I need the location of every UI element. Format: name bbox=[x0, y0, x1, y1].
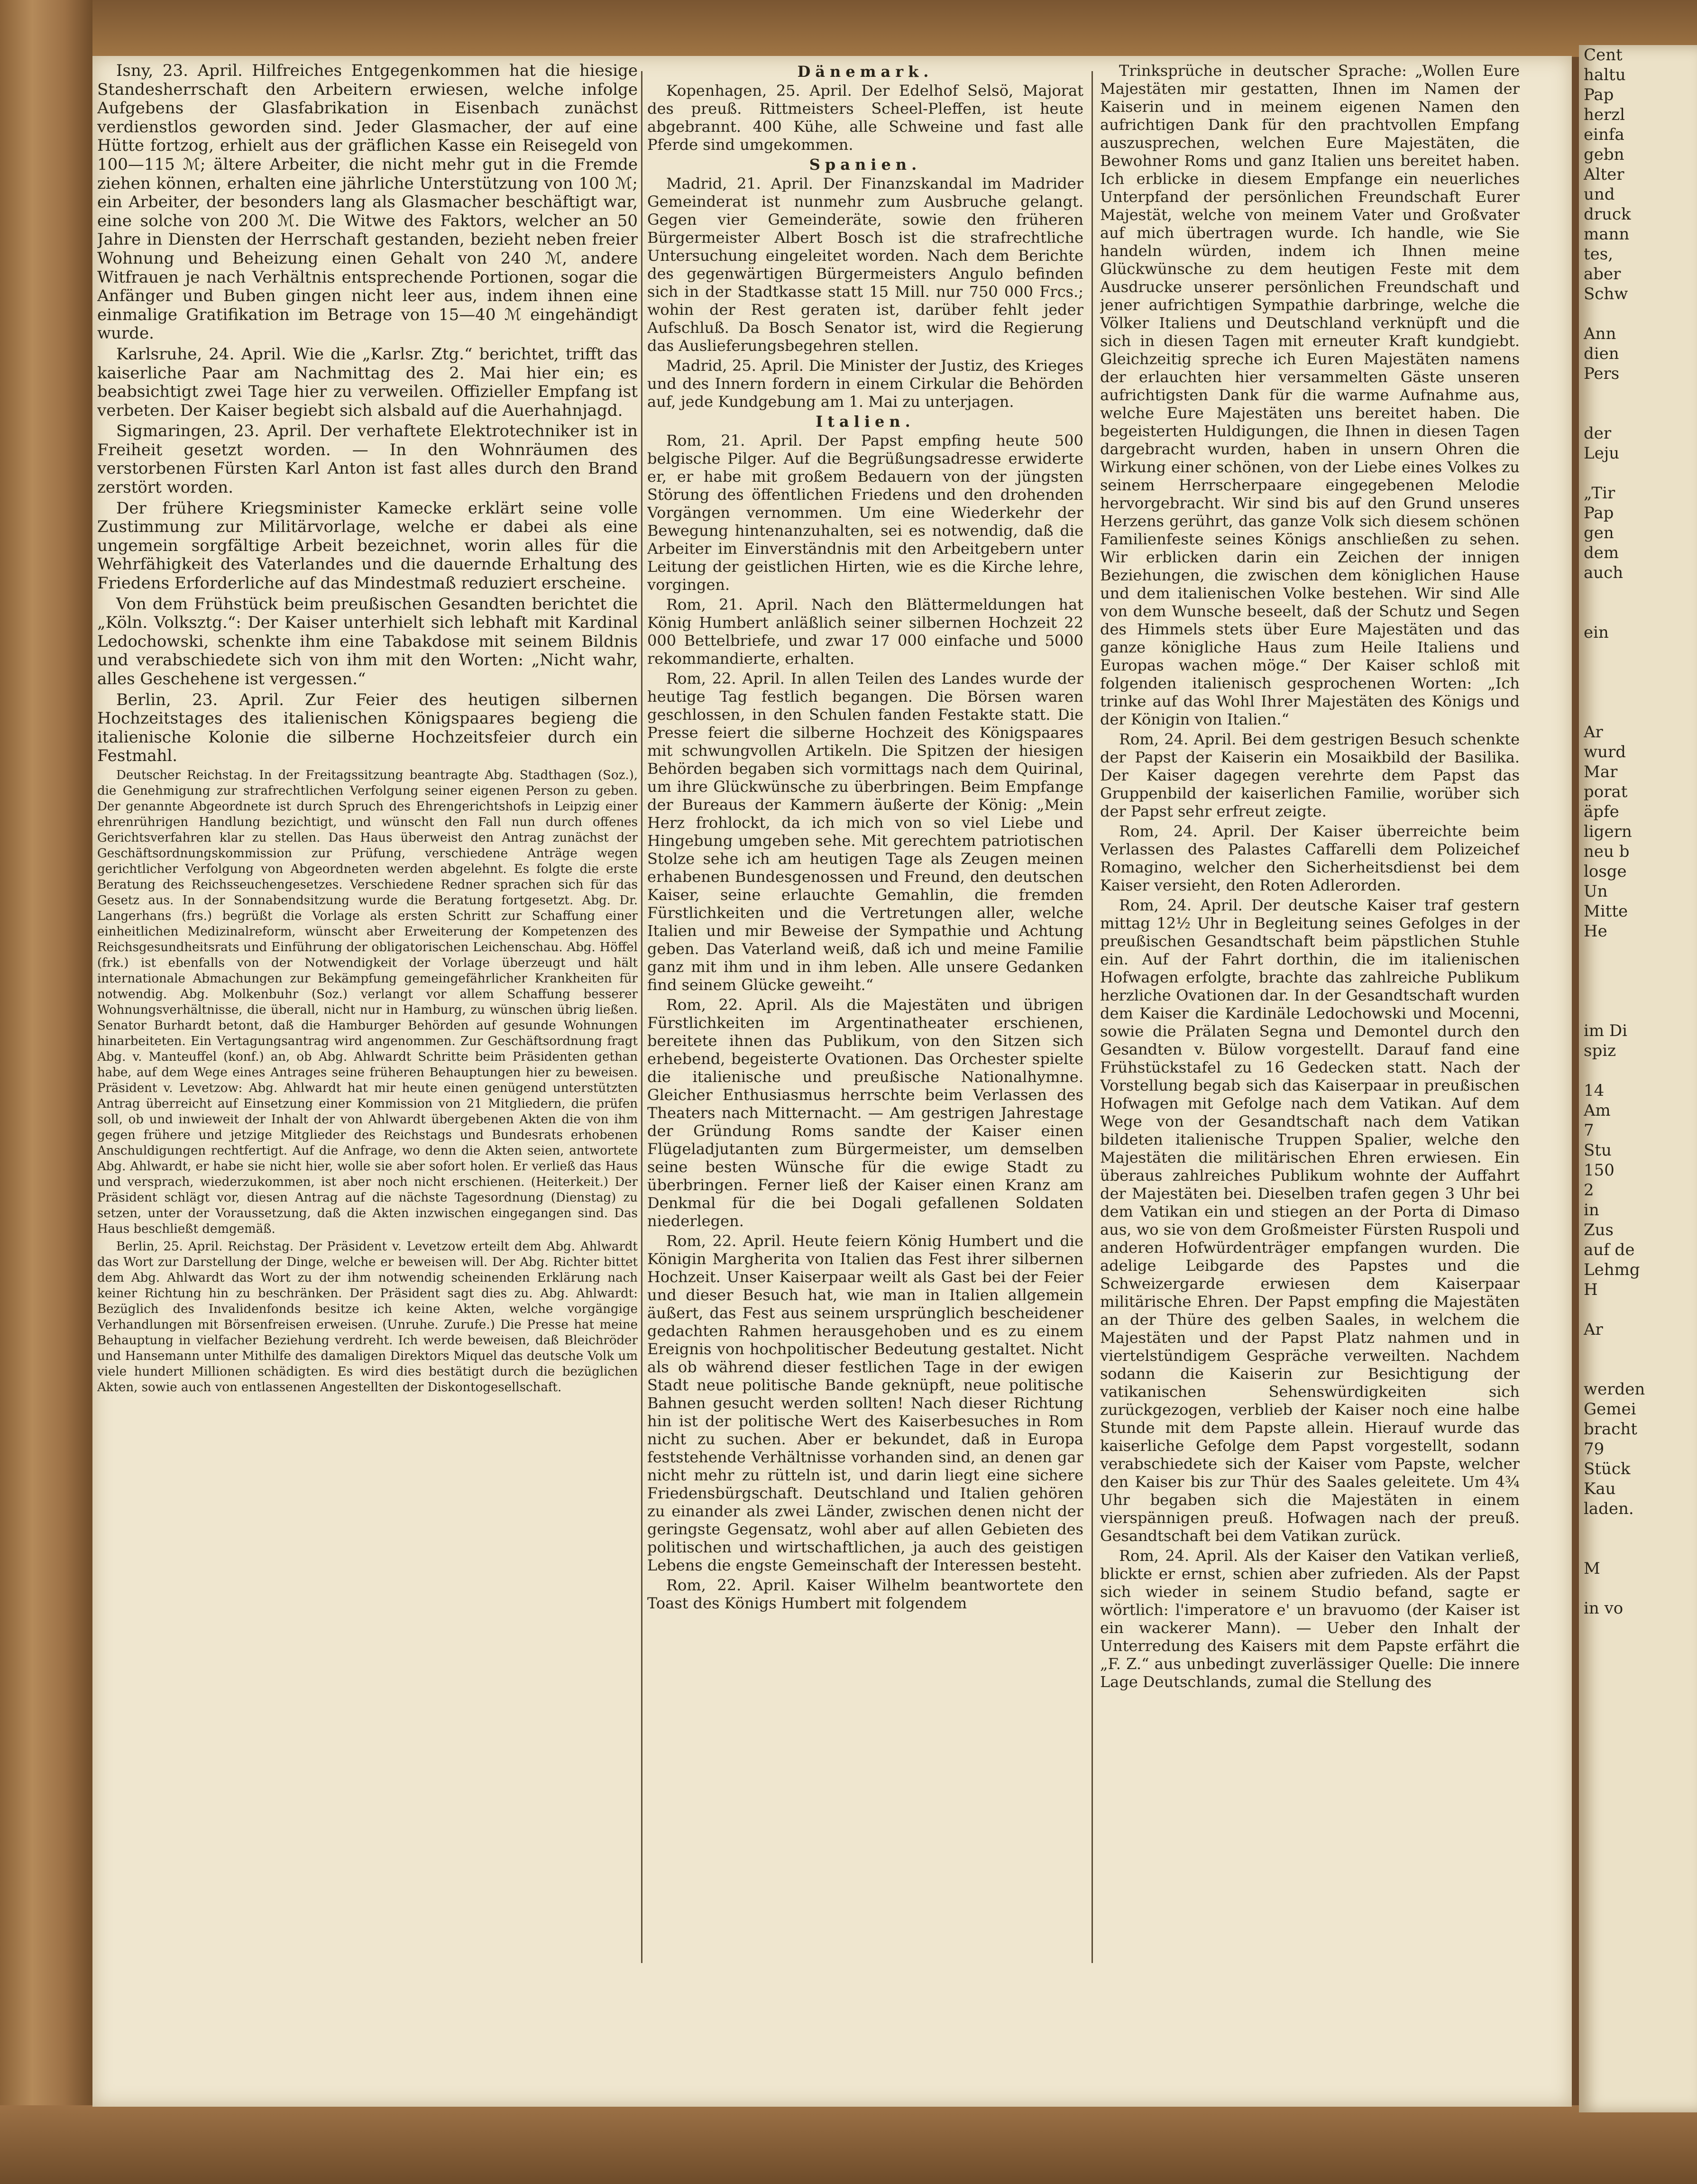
adjacent-page-line bbox=[1584, 961, 1697, 981]
article-paragraph: Von dem Frühstück beim preußischen Gesandten berichtet die „Köln. Volksztg.“: Der Kaiser unterhielt sich lebhaft mit Kardinal Ledochowski, schenkte ihm eine Tabakdose mit seinem Bildnis und verabschiedete sich von ihm mit den Worten: „Nicht wahr, alles Geschehene ist vergessen.“ bbox=[97, 594, 638, 688]
article-paragraph: Der frühere Kriegsminister Kamecke erklärt seine volle Zustimmung zur Militärvorlage, welche er dabei als eine ungemein sorgfältige Arbeit bezeichnet, worin alles für die Wehrfähigkeit des Vaterlandes und die dauernde Erhaltung des Friedens Erforderliche auf das Mindestmaß reduziert erscheine. bbox=[97, 498, 638, 593]
adjacent-page-line bbox=[1584, 1359, 1697, 1379]
adjacent-page-line: Alter bbox=[1584, 165, 1624, 184]
adjacent-page-line bbox=[1584, 682, 1697, 702]
column-right bbox=[1100, 62, 1520, 1977]
adjacent-page-line: Lehmg bbox=[1584, 1260, 1640, 1279]
adjacent-page-line: 150 bbox=[1584, 1161, 1614, 1180]
adjacent-page-line: Am bbox=[1584, 1101, 1611, 1120]
adjacent-page-line bbox=[1584, 642, 1697, 662]
adjacent-page-line: M bbox=[1584, 1559, 1600, 1578]
adjacent-page-line: Mitte bbox=[1584, 902, 1628, 921]
adjacent-page-line: H bbox=[1584, 1280, 1598, 1299]
adjacent-page-line: äpfe bbox=[1584, 802, 1619, 821]
adjacent-page-line: Pap bbox=[1584, 85, 1614, 104]
adjacent-page-line: Gemei bbox=[1584, 1400, 1636, 1419]
adjacent-page-line bbox=[1584, 583, 1697, 603]
column-left bbox=[97, 62, 638, 1977]
adjacent-page-line: Schw bbox=[1584, 284, 1628, 303]
book-binding-edge bbox=[0, 0, 92, 2184]
adjacent-page-line: herzl bbox=[1584, 105, 1625, 124]
adjacent-page-line: aber bbox=[1584, 265, 1621, 284]
adjacent-page-line: 7 bbox=[1584, 1121, 1594, 1140]
adjacent-page-line bbox=[1584, 384, 1697, 404]
adjacent-page-line: haltu bbox=[1584, 65, 1626, 84]
adjacent-page-line: losge bbox=[1584, 862, 1627, 881]
adjacent-page-line bbox=[1584, 1340, 1697, 1359]
article-paragraph: Berlin, 23. April. Zur Feier des heutigen silbernen Hochzeitstages des italienischen Königspaares begieng die italienische Kolonie die silberne Hochzeitsfeier durch ein Festmahl. bbox=[97, 690, 638, 766]
adjacent-page-line bbox=[1584, 1539, 1697, 1559]
article-paragraph: Rom, 22. April. Als die Majestäten und übrigen Fürstlichkeiten im Argentinatheater erschienen, bereitete ihnen das Publikum, von den Sitzen sich erhebend, begeisterte Ovationen. Das Orchester spielte die italienische und preußische Nationalhymne. Gleicher Enthusiasmus herrschte beim Verlassen des Theaters nach Mitternacht. — Am gestrigen Jahrestage der Gründung Roms sandte der Kaiser einen Flügeladjutanten zum Bürgermeister, um demselben seine besten Wünsche für die ewige Stadt zu überbringen. Ferner ließ der Kaiser einen Kranz am Denkmal für die bei Dogali gefallenen Soldaten niederlegen. bbox=[647, 996, 1083, 1230]
adjacent-page-line: Cent bbox=[1584, 46, 1623, 64]
adjacent-page-line bbox=[1584, 702, 1697, 722]
article-paragraph: Trinksprüche in deutscher Sprache: „Wollen Eure Majestäten mir gestatten, Ihnen im Namen der Kaiserin und in meinem eigenen Namen den aufrichtigen Dank für den prachtvollen Empfang auszusprechen, welchen Eure Majestäten, die Bewohner Roms und ganz Italien uns bereitet haben. Ich erblicke in diesem Empfange ein neuerliches Unterpfand der persönlichen Freundschaft Eurer Majestät, welche von meinem Vater und Großvater auf mich übertragen wurde. Ich handle, wie Sie handeln würden, indem ich Ihnen meine Glückwünsche zu dem heutigen Feste mit dem Ausdrucke unserer persönlichen Freundschaft und jener aufrichtigen Sympathie darbringe, welche die Völker Italiens und Deutschland verknüpft und die sich in diesen Tagen mit erneuter Kraft kundgiebt. Gleichzeitig spreche ich Euren Majestäten namens der erlauchten hier versammelten Gäste unseren aufrichtigsten Dank für die warme Aufnahme aus, welche Eure Majestäten uns bereitet haben. Die begeisterten Huldigungen, die Ihnen in diesen Tagen dargebracht wurden, haben in unsern Ohren die Wirkung einer schönen, von der Liebe eines Volkes zu seinem Herrscherpaare eingegebenen Melodie hervorgebracht. Wir sind bis auf den Grund unseres Herzens gerührt, das ganze Volk sich diesem schönen Familienfeste seines Königs anschließen zu sehen. Wir erblicken darin ein Zeichen der innigen Beziehungen, die zwischen dem königlichen Hause und dem italienischen Volke bestehen. Wir sind Alle von dem Wunsche beseelt, daß der Schutz und Segen des Himmels stets über Eure Majestäten und das ganze königliche Haus zum Heile Italiens und Europas wachen möge.“ Der Kaiser schloß mit folgenden italienisch gesprochenen Worten: „Ich trinke auf das Wohl Ihrer Majestäten des Königs und der Königin von Italien.“ bbox=[1100, 62, 1520, 728]
adjacent-page-line bbox=[1584, 1300, 1697, 1320]
adjacent-page-line: werden bbox=[1584, 1380, 1645, 1399]
adjacent-page-line: 14 bbox=[1584, 1081, 1605, 1100]
adjacent-page-line: Mar bbox=[1584, 762, 1618, 781]
section-heading: Dänemark. bbox=[797, 63, 934, 81]
adjacent-page-line bbox=[1584, 1578, 1697, 1598]
article-paragraph: Rom, 22. April. Heute feiern König Humbert und die Königin Margherita von Italien das Fest ihrer silbernen Hochzeit. Unser Kaiserpaar weilt als Gast bei der Feier und dieser Besuch hat, wie man in Italien allgemein äußert, das Fest aus seinem ursprünglich bescheidener gedachten Rahmen herausgehoben und es zu einem Ereignis von hochpolitischer Bedeutung gestaltet. Nicht als ob während dieser festlichen Tage in der ewigen Stadt neue politische Bande geknüpft, neue politische Bahnen gesucht werden sollten! Nach dieser Richtung hin ist der politische Wert des Kaiserbesuches in Rom nicht zu suchen. Aber er bekundet, daß in Europa feststehende Verhältnisse vorhanden sind, an denen gar nicht mehr zu rütteln ist, und darin liegt eine sichere Friedensbürgschaft. Deutschland und Italien gehören zu einander als zwei Länder, zwischen denen nicht der geringste Gegensatz, wohl aber auf allen Gebieten des politischen und wirtschaftlichen, ja auch des geistigen Lebens die engste Gemeinschaft der Interessen besteht. bbox=[647, 1232, 1083, 1574]
adjacent-page-line: Pers bbox=[1584, 364, 1620, 383]
adjacent-page-edge bbox=[1579, 45, 1697, 2112]
adjacent-page-line bbox=[1584, 404, 1697, 423]
adjacent-page-line: Leju bbox=[1584, 444, 1620, 463]
adjacent-page-line: gebn bbox=[1584, 145, 1624, 164]
article-paragraph: Madrid, 21. April. Der Finanzskandal im Madrider Gemeinderat ist nunmehr zum Ausbruche gelangt. Gegen vier Gemeinderäte, sowie den früheren Bürgermeister Albert Bosch ist die strafrechtliche Untersuchung eingeleitet worden. Nach dem Berichte des gegenwärtigen Bürgermeisters Angulo befinden sich in der Stadtkasse statt 15 Mill. nur 750 000 Frcs.; wohin der Rest geraten ist, darüber fehlt jeder Aufschluß. Da Bosch Senator ist, wird die Regierung das Auslieferungsbegehren stellen. bbox=[647, 174, 1083, 355]
adjacent-page-line: ligern bbox=[1584, 822, 1632, 841]
article-paragraph: Rom, 21. April. Der Papst empfing heute 500 belgische Pilger. Auf die Begrüßungsadresse erwiderte er, er habe mit großem Bedauern von der jüngsten Störung des öffentlichen Friedens und den drohenden Vorgängen vernommen. Um eine Wiederkehr der Bewegung hintenanzuhalten, sei es notwendig, daß die Arbeiter im Einverständnis mit den Arbeitgebern unter Leitung der geistlichen Hirten, wie es die Kirche lehre, vorgingen. bbox=[647, 431, 1083, 594]
column-middle bbox=[647, 62, 1083, 1977]
article-paragraph: Berlin, 25. April. Reichstag. Der Präsident v. Levetzow erteilt dem Abg. Ahlwardt das Wort zur Darstellung der Dinge, welche er beweisen will. Der Abg. Richter bittet dem Abg. Ahlwardt das Wort zu der ihm notwendig scheinenden Erklärung nach keiner Richtung hin zu beschränken. Der Präsident sagt dies zu. Abg. Ahlwardt: Bezüglich des Invalidenfonds besitze ich keine Akten, welche vorgängige Verhandlungen mit Börsenfreisen erweisen. (Unruhe. Zurufe.) Die Presse hat meine Behauptung in vielfacher Beziehung verdreht. Ich werde beweisen, daß Bleichröder und Hansemann unter Mithilfe des damaligen Direktors Miquel das deutsche Volk um viele hundert Millionen schädigten. Es wird dies bestätigt durch die bezüglichen Akten, sowie auch von entlassenen Angestellten der Diskontogesellschaft. bbox=[97, 1239, 638, 1395]
article-paragraph: Rom, 24. April. Der Kaiser überreichte beim Verlassen des Palastes Caffarelli dem Polizeichef Romagino, welcher den Sicherheitsdienst bei dem Kaiser versieht, den Roten Adlerorden. bbox=[1100, 822, 1520, 894]
article-paragraph: Deutscher Reichstag. In der Freitagssitzung beantragte Abg. Stadthagen (Soz.), die Genehmigung zur strafrechtlichen Verfolgung seiner eigenen Person zu geben. Der genannte Abgeordnete ist durch Spruch des Ehrengerichtshofs in Leipzig einer ehrenrührigen Handlung bezichtigt, und wünscht den Fall nun durch offenes Gerichtsverfahren klar zu stellen. Das Haus überweist den Antrag zunächst der Geschäftsordnungskommission zur Prüfung, verschiedene Anträge wegen gerichtlicher Verfolgung von Abgeordneten werden abgelehnt. Es folgte die erste Beratung des Reichsseuchengesetzes. Verschiedene Redner sprachen sich für das Gesetz aus. In der Sonnabendsitzung wurde die Beratung fortgesetzt. Abg. Dr. Langerhans (frs.) begrüßt die Vorlage als ersten Schritt zur Schaffung einer einheitlichen Medizinalreform, wünscht aber Erweiterung der Kompetenzen des Reichsgesundheitsrats und Einführung der obligatorischen Leichenschau. Abg. Höffel (frk.) ist ebenfalls von der Notwendigkeit der Vorlage überzeugt und hält internationale Abmachungen zur Bekämpfung gemeingefährlicher Krankheiten für notwendig. Abg. Molkenbuhr (Soz.) verlangt vor allem Schaffung besserer Wohnungsverhältnisse, die überall, nicht nur in Hamburg, zu wünschen übrig ließen. Senator Burhardt betont, daß die Hamburger Behörden auf gesunde Wohnungen hinarbeiteten. Ein Vertagungsantrag wird angenommen. Zur Geschäftsordnung fragt Abg. v. Manteuffel (konf.) an, ob Abg. Ahlwardt Schritte beim Präsidenten gethan habe, auf dem Wege eines Antrages seine früheren Behauptungen hier zu beweisen. Präsident v. Levetzow: Abg. Ahlwardt hat mir heute einen genügend unterstützten Antrag überreicht auf Einsetzung einer Kommission von 21 Mitgliedern, die prüfen soll, ob und inwieweit der Inhalt der von Ahlwardt übergebenen Akten die von ihm gegen frühere und jetzige Mitglieder des Reichstags und Bundesrats erhobenen Anschuldigungen rechtfertigt. Auf die Anfrage, wo denn die Akten seien, antwortete Abg. Ahlwardt, er habe sie nicht hier, wolle sie aber sofort holen. Er verließ das Haus und versprach, wiederzukommen, ist aber noch nicht erschienen. (Heiterkeit.) Der Präsident schlägt vor, diesen Antrag auf die nächste Tagesordnung (Dienstag) zu setzen, unter der Voraussetzung, daß die Akten inzwischen eingegangen sind. Das Haus beschließt demgemäß. bbox=[97, 768, 638, 1236]
adjacent-page-line: in vo bbox=[1584, 1599, 1624, 1618]
adjacent-page-line: druck bbox=[1584, 205, 1631, 224]
adjacent-page-line bbox=[1584, 1001, 1697, 1021]
adjacent-page-line: dien bbox=[1584, 344, 1619, 363]
section-heading: Italien. bbox=[816, 413, 915, 431]
article-paragraph: Madrid, 25. April. Die Minister der Justiz, des Krieges und des Innern fordern in einem Cirkular die Behörden auf, jede Kundgebung am 1. Mai zu unterjagen. bbox=[647, 357, 1083, 411]
adjacent-page-line bbox=[1584, 603, 1697, 623]
article-paragraph: Rom, 22. April. Kaiser Wilhelm beantwortete den Toast des Königs Humbert mit folgendem bbox=[647, 1576, 1083, 1612]
book-cover-bottom bbox=[0, 2105, 1697, 2184]
adjacent-page-line: wurd bbox=[1584, 743, 1626, 762]
adjacent-page-line: gen bbox=[1584, 523, 1614, 542]
article-paragraph: Karlsruhe, 24. April. Wie die „Karlsr. Ztg.“ berichtet, trifft das kaiserliche Paar am Nachmittag des 2. Mai hier ein; es beabsichtigt zwei Tage hier zu verweilen. Offizieller Empfang ist verbeten. Der Kaiser begiebt sich alsbald auf die Auerhahnjagd. bbox=[97, 344, 638, 420]
adjacent-page-line: „Tir bbox=[1584, 484, 1615, 503]
adjacent-page-line: dem bbox=[1584, 543, 1619, 562]
adjacent-page-line bbox=[1584, 941, 1697, 961]
article-paragraph: Sigmaringen, 23. April. Der verhaftete Elektrotechniker ist in Freiheit gesetzt worden. — In den Wohnräumen des verstorbenen Fürsten Karl Anton ist fast alles durch den Brand zerstört worden. bbox=[97, 422, 638, 497]
adjacent-page-line bbox=[1584, 981, 1697, 1001]
adjacent-page-line bbox=[1584, 1061, 1697, 1081]
adjacent-page-text bbox=[1579, 45, 1697, 1618]
adjacent-page-line: 2 bbox=[1584, 1181, 1594, 1200]
adjacent-page-line: Stück bbox=[1584, 1459, 1631, 1478]
adjacent-page-line: in bbox=[1584, 1201, 1599, 1220]
adjacent-page-line: Zus bbox=[1584, 1220, 1614, 1239]
adjacent-page-line: und bbox=[1584, 185, 1615, 204]
adjacent-page-line: Kau bbox=[1584, 1479, 1616, 1498]
article-paragraph: Rom, 24. April. Bei dem gestrigen Besuch schenkte der Papst der Kaiserin ein Mosaikbild der Basilika. Der Kaiser dagegen verehrte dem Papst das Gruppenbild der kaiserlichen Familie, worüber sich der Papst sehr erfreut zeigte. bbox=[1100, 730, 1520, 820]
column-divider bbox=[641, 71, 642, 1963]
adjacent-page-line: Stu bbox=[1584, 1141, 1612, 1160]
adjacent-page-line: bracht bbox=[1584, 1420, 1637, 1439]
adjacent-page-line: Ar bbox=[1584, 723, 1603, 742]
adjacent-page-line bbox=[1584, 1519, 1697, 1539]
adjacent-page-line: 79 bbox=[1584, 1440, 1605, 1459]
adjacent-page-line: einfa bbox=[1584, 125, 1624, 144]
adjacent-page-line: auch bbox=[1584, 563, 1624, 582]
adjacent-page-line: ein bbox=[1584, 623, 1609, 642]
adjacent-page-line bbox=[1584, 463, 1697, 483]
adjacent-page-line: im Di bbox=[1584, 1021, 1628, 1040]
adjacent-page-line: He bbox=[1584, 922, 1607, 941]
adjacent-page-line: tes, bbox=[1584, 245, 1614, 264]
adjacent-page-line: mann bbox=[1584, 225, 1630, 244]
adjacent-page-line: Ann bbox=[1584, 324, 1616, 343]
adjacent-page-line bbox=[1584, 662, 1697, 682]
article-paragraph: Rom, 22. April. In allen Teilen des Landes wurde der heutige Tag festlich begangen. Die Börsen waren geschlossen, in den Schulen fanden Festakte statt. Die Presse feiert die silberne Hochzeit des Königspaares mit schwungvollen Artikeln. Die Spitzen der hiesigen Behörden begaben sich vormittags nach dem Quirinal, um ihre Glückwünsche zu überbringen. Beim Empfange der Bureaus der Kammern äußerte der König: „Mein Herz frohlockt, da ich mich von so viel Liebe und Hingebung umgeben sehe. Mit gerechtem patriotischen Stolze sehe ich am heutigen Tage als Zeugen meinen erhabenen Bundesgenossen und Freund, den deutschen Kaiser, seine erlauchte Gemahlin, die fremden Fürstlichkeiten und die Vertretungen aller, welche Italien und mir Beweise der Sympathie und Achtung geben. Das Vaterland weiß, daß ich und meine Familie ganz mit ihm und in ihm leben. Alle unsere Gedanken find seinem Glücke geweiht.“ bbox=[647, 670, 1083, 994]
adjacent-page-line: neu b bbox=[1584, 842, 1630, 861]
adjacent-page-line: spiz bbox=[1584, 1041, 1616, 1060]
article-paragraph: Kopenhagen, 25. April. Der Edelhof Selsö, Majorat des preuß. Rittmeisters Scheel-Pleffen, ist heute abgebrannt. 400 Kühe, alle Schweine und fast alle Pferde sind umgekommen. bbox=[647, 82, 1083, 154]
book-cover-top bbox=[0, 0, 1697, 57]
adjacent-page-line: Pap bbox=[1584, 504, 1614, 523]
adjacent-page-line: Un bbox=[1584, 882, 1608, 901]
section-heading: Spanien. bbox=[809, 156, 922, 174]
adjacent-page-line: laden. bbox=[1584, 1499, 1634, 1518]
adjacent-page-line: Ar bbox=[1584, 1320, 1603, 1339]
article-paragraph: Rom, 24. April. Der deutsche Kaiser traf gestern mittag 12½ Uhr in Begleitung seines Gefolges in der preußischen Gesandtschaft beim päpstlichen Stuhle ein. Auf der Fahrt dorthin, die im italienischen Hofwagen erfolgte, brachte das zahlreiche Publikum herzliche Ovationen dar. In der Gesandtschaft wurden dem Kaiser die Kardinäle Ledochowski und Mocenni, sowie die Prälaten Segna und Demontel durch den Gesandten v. Bülow vorgestellt. Darauf fand eine Frühstückstafel zu 16 Gedecken statt. Nach der Vorstellung begab sich das Kaiserpaar in preußischen Hofwagen mit Gefolge nach dem Vatikan. Auf dem Wege von der Gesandtschaft nach dem Vatikan bildeten italienische Truppen Spalier, welche den Majestäten die militärischen Ehren erwiesen. Ein überaus zahlreiches Publikum wohnte der Auffahrt der Majestäten bei. Dieselben trafen gegen 3 Uhr bei dem Vatikan ein und stiegen an der Porta di Dimaso aus, wo sie von dem Großmeister Fürsten Ruspoli und anderen Hofwürdenträger empfangen wurden. Die adelige Leibgarde des Papstes und die Schweizergarde erwiesen dem Kaiserpaar militärische Ehren. Der Papst empfing die Majestäten an der Thüre des gelben Saales, in welchem die Majestäten und der Papst Platz nahmen und in viertelstündigem Gespräche verweilten. Nachdem sodann die Kaiserin zur Besichtigung der vatikanischen Sehenswürdigkeiten sich zurückgezogen, verblieb der Kaiser noch eine halbe Stunde mit dem Papste allein. Hierauf wurde das kaiserliche Gefolge dem Papst vorgestellt, sodann verabschiedete sich der Kaiser vom Papste, welcher den Kaiser bis zur Thür des Saales geleitete. Um 4¾ Uhr begaben sich die Majestäten in einem vierspännigen preuß. Hofwagen nach der preuß. Gesandtschaft bei dem Vatikan zurück. bbox=[1100, 896, 1520, 1545]
article-paragraph: Isny, 23. April. Hilfreiches Entgegenkommen hat die hiesige Standesherrschaft den Arbeitern erwiesen, welche infolge Aufgebens der Glasfabrikation in Eisenbach zunächst verdienstlos geworden sind. Jeder Glasmacher, der auf eine Hütte fortzog, erhielt aus der gräflichen Kasse ein Reisegeld von 100—115 ℳ; ältere Arbeiter, die nicht mehr gut in die Fremde ziehen können, erhalten eine jährliche Unterstützung von 100 ℳ; ein Arbeiter, der besonders lang als Glasmacher beschäftigt war, eine solche von 200 ℳ. Die Witwe des Faktors, welcher an 50 Jahre in Diensten der Herrschaft gestanden, bezieht neben freier Wohnung und Beheizung einen Gehalt von 240 ℳ, andere Witfrauen je nach Verhältnis entsprechende Portionen, sogar die Anfänger und Buben gingen nicht leer aus, indem ihnen eine einmalige Gratifikation im Betrage von 15—40 ℳ eingehändigt wurde. bbox=[97, 62, 638, 343]
adjacent-page-line: auf de bbox=[1584, 1240, 1635, 1259]
adjacent-page-line bbox=[1584, 304, 1697, 324]
adjacent-page-line: porat bbox=[1584, 782, 1628, 801]
article-paragraph: Rom, 21. April. Nach den Blättermeldungen hat König Humbert anläßlich seiner silbernen Hochzeit 22 000 Bettelbriefe, und zwar 17 000 einfache und 5000 rekommandierte, erhalten. bbox=[647, 596, 1083, 668]
article-paragraph: Rom, 24. April. Als der Kaiser den Vatikan verließ, blickte er ernst, schien aber zufrieden. Als der Papst sich wieder in seinem Studio befand, sagte er wörtlich: l'imperatore e' un bravuomo (der Kaiser ist ein wackerer Mann). — Ueber den Inhalt der Unterredung des Kaisers mit dem Papste erfährt die „F. Z.“ aus unbedingt zuverlässiger Quelle: Die innere Lage Deutschlands, zumal die Stellung des bbox=[1100, 1547, 1520, 1691]
adjacent-page-line: der bbox=[1584, 424, 1612, 443]
column-divider bbox=[1092, 71, 1093, 1963]
